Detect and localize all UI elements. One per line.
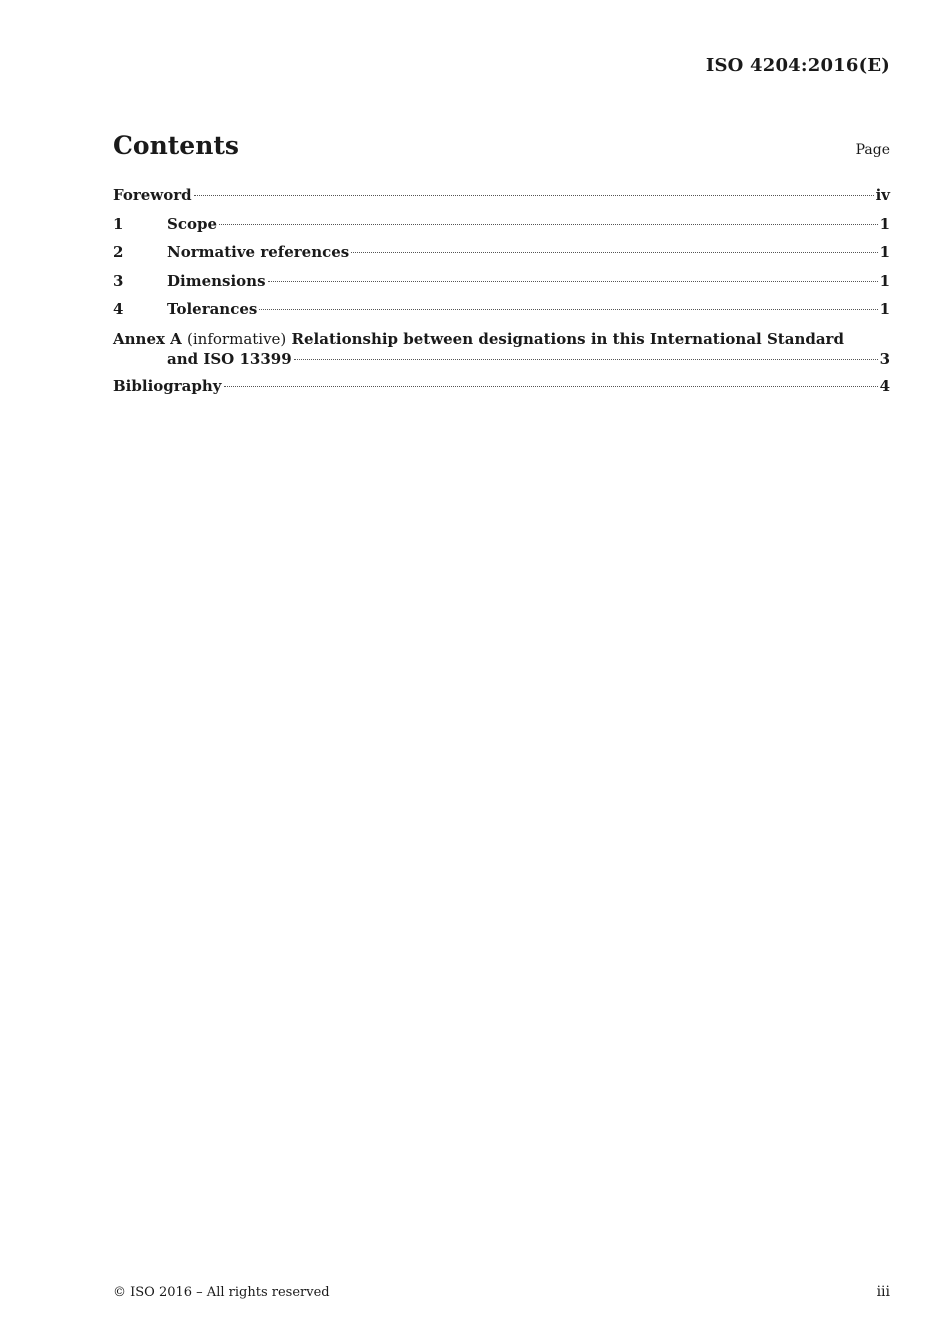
annex-label: Annex A [113,329,182,348]
toc-entry-title: Normative references [167,243,350,261]
toc-entry-page: 4 [879,376,890,395]
toc-entry-scope[interactable] [113,215,890,244]
dot-leader [268,281,878,282]
toc-entry-page: 1 [879,271,890,290]
dot-leader [224,386,878,387]
toc-entry-title: Scope [167,214,218,233]
toc-entry-title: Foreword [113,186,192,204]
document-id: ISO 4204:2016(E) [705,55,890,76]
toc-entry-page: iv [875,186,890,204]
page-column-label: Page [855,142,890,158]
toc-entry-number: 3 [113,271,124,290]
toc-entry-annex-a[interactable] [113,330,890,377]
annex-title-line2: and ISO 13399 [167,349,292,368]
toc-entry-dimensions[interactable] [113,272,890,301]
dot-leader [259,309,877,310]
toc-entry-foreword[interactable] [113,186,890,215]
toc-entry-title: Bibliography [113,376,222,395]
dot-leader [294,359,878,360]
toc-entry-page: 1 [879,243,890,261]
toc-entry-number: 1 [113,214,124,233]
contents-heading: Contents [113,131,240,160]
footer-copyright: © ISO 2016 – All rights reserved [113,1285,330,1300]
toc-entry-normative-references[interactable] [113,243,890,272]
toc-entry-page: 1 [879,300,890,318]
toc-entry-number: 2 [113,243,124,261]
dot-leader [219,224,878,225]
footer-page-number: iii [876,1284,890,1300]
toc-entry-title: Dimensions [167,271,266,290]
annex-qualifier: (informative) [187,329,287,348]
toc-entry-page: 1 [879,214,890,233]
toc-entry-tolerances[interactable] [113,300,890,329]
dot-leader [351,252,877,253]
toc-entry-bibliography[interactable] [113,377,890,406]
toc-entry-number: 4 [113,300,124,318]
table-of-contents [113,186,890,405]
toc-entry-title: Tolerances [167,300,258,318]
dot-leader [194,195,874,196]
toc-entry-page: 3 [879,349,890,368]
annex-title-line1: Relationship between designations in this International Standard [291,329,844,348]
